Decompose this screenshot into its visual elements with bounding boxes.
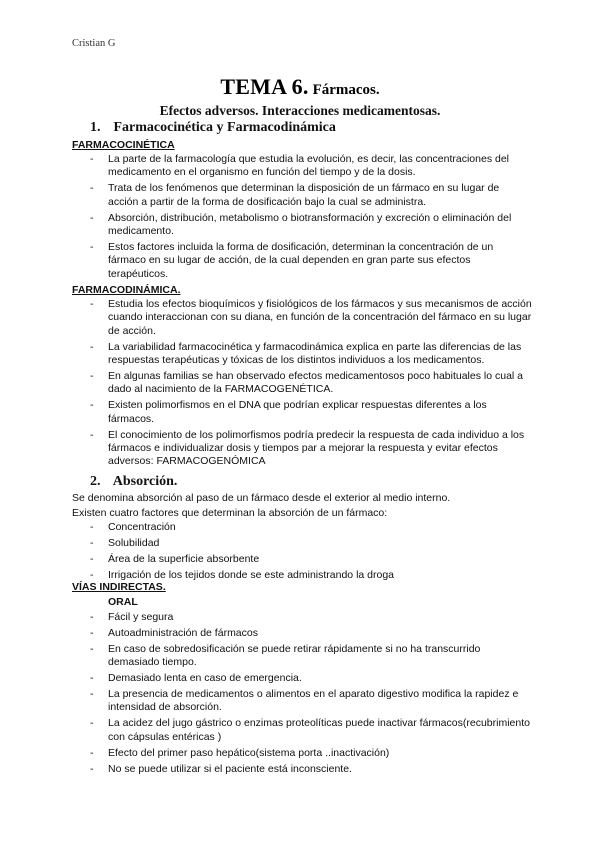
section-1-heading bbox=[90, 120, 336, 136]
list-item: - No se puede utilizar si el paciente está inconsciente. bbox=[90, 762, 352, 775]
section-1-title: Farmacocinética y Farmacodinámica bbox=[113, 120, 336, 135]
list-item: - Concentración bbox=[90, 521, 176, 533]
absorcion-factors-list bbox=[72, 521, 532, 585]
section-2-number: 2. bbox=[90, 474, 101, 489]
list-item: - En caso de sobredosificación se puede retirar rápidamente si no ha transcurrido demasiado tiempo. bbox=[90, 642, 481, 669]
list-item: - El conocimiento de los polimorfismos podría predecir la respuesta de cada individuo a los fármacos e individualizar dosis y tiempos par a mejorar la respuesta y evitar efectos adversos: FARMACOGENÓMICA bbox=[90, 428, 525, 468]
list-item: - En algunas familias se han observado efectos medicamentosos poco habituales lo cual a dado al nacimiento de la FARMACOGENÉTICA. bbox=[90, 370, 524, 396]
list-item: - Irrigación de los tejidos donde se este administrando la droga bbox=[90, 568, 395, 581]
list-item: - Estudia los efectos bioquímicos y fisiológicos de los fármacos y sus mecanismos de acción cuando interaccionan con su diana, en función de la concentración del fármaco en su lugar de acción. bbox=[90, 298, 532, 337]
list-item: - Fácil y segura bbox=[90, 611, 174, 623]
farmacodinamica-heading: FARMACODINÁMICA. bbox=[72, 284, 181, 296]
farmacodinamica-list bbox=[72, 298, 532, 471]
list-item: - La acidez del jugo gástrico o enzimas proteolíticas puede inactivar fármacos(recubrimiento con cápsulas entéricas ) bbox=[90, 717, 530, 743]
list-item: - Trata de los fenómenos que determinan la disposición de un fármaco en su lugar de acción a partir de la forma de dosificación bajo la cual se administra. bbox=[90, 182, 500, 208]
list-item: - La parte de la farmacología que estudia la evolución, es decir, las concentraciones del medicamento en el organismo en función del tiempo y de la dosis. bbox=[90, 153, 509, 179]
oral-list bbox=[72, 611, 532, 778]
title-sub: Fármacos. bbox=[312, 82, 380, 98]
list-item: - Solubilidad bbox=[90, 536, 160, 549]
vias-indirectas-heading: VÍAS INDIRECTAS. bbox=[72, 581, 166, 593]
absorcion-intro-2: Existen cuatro factores que determinan la absorción de un fármaco: bbox=[72, 507, 388, 519]
author-name: Cristian G bbox=[72, 38, 116, 49]
list-item: - Existen polimorfismos en el DNA que podrían explicar respuestas diferentes a los fármacos. bbox=[90, 399, 487, 425]
list-item: - La variabilidad farmacocinética y farmacodinámica explica en parte las diferencias de las respuestas terapéuticas y tóxicas de los distintos individuos a los medicamentos. bbox=[90, 340, 522, 367]
page-title bbox=[0, 74, 600, 100]
section-1-number: 1. bbox=[90, 120, 101, 135]
section-2-heading bbox=[90, 474, 177, 490]
absorcion-intro-1: Se denomina absorción al paso de un fármaco desde el exterior al medio interno. bbox=[72, 492, 451, 504]
farmacocinetica-list bbox=[72, 153, 532, 284]
page-subtitle: Efectos adversos. Interacciones medicamentosas. bbox=[159, 103, 441, 118]
list-item: - Efecto del primer paso hepático(sistema porta ..inactivación) bbox=[90, 746, 390, 759]
list-item: - Demasiado lenta en caso de emergencia. bbox=[90, 672, 302, 685]
list-item: - Área de la superficie absorbente bbox=[90, 552, 260, 565]
list-item: - Absorción, distribución, metabolismo o biotransformación y excreción o eliminación del medicamento. bbox=[90, 211, 512, 238]
list-item: - La presencia de medicamentos o alimentos en el aparato digestivo modifica la rapidez e intensidad de absorción. bbox=[90, 688, 519, 714]
farmacocinetica-heading: FARMACOCINÉTICA bbox=[72, 139, 175, 151]
title-main: TEMA 6. bbox=[220, 74, 309, 99]
oral-subheading: ORAL bbox=[108, 596, 138, 608]
list-item: - Autoadministración de fármacos bbox=[90, 626, 258, 639]
section-2-title: Absorción. bbox=[112, 474, 178, 489]
list-item: - Estos factores incluida la forma de dosificación, determinan la concentración de un fármaco en su lugar de acción, de la cual dependen en gran parte sus efectos terapéuticos. bbox=[90, 240, 494, 280]
